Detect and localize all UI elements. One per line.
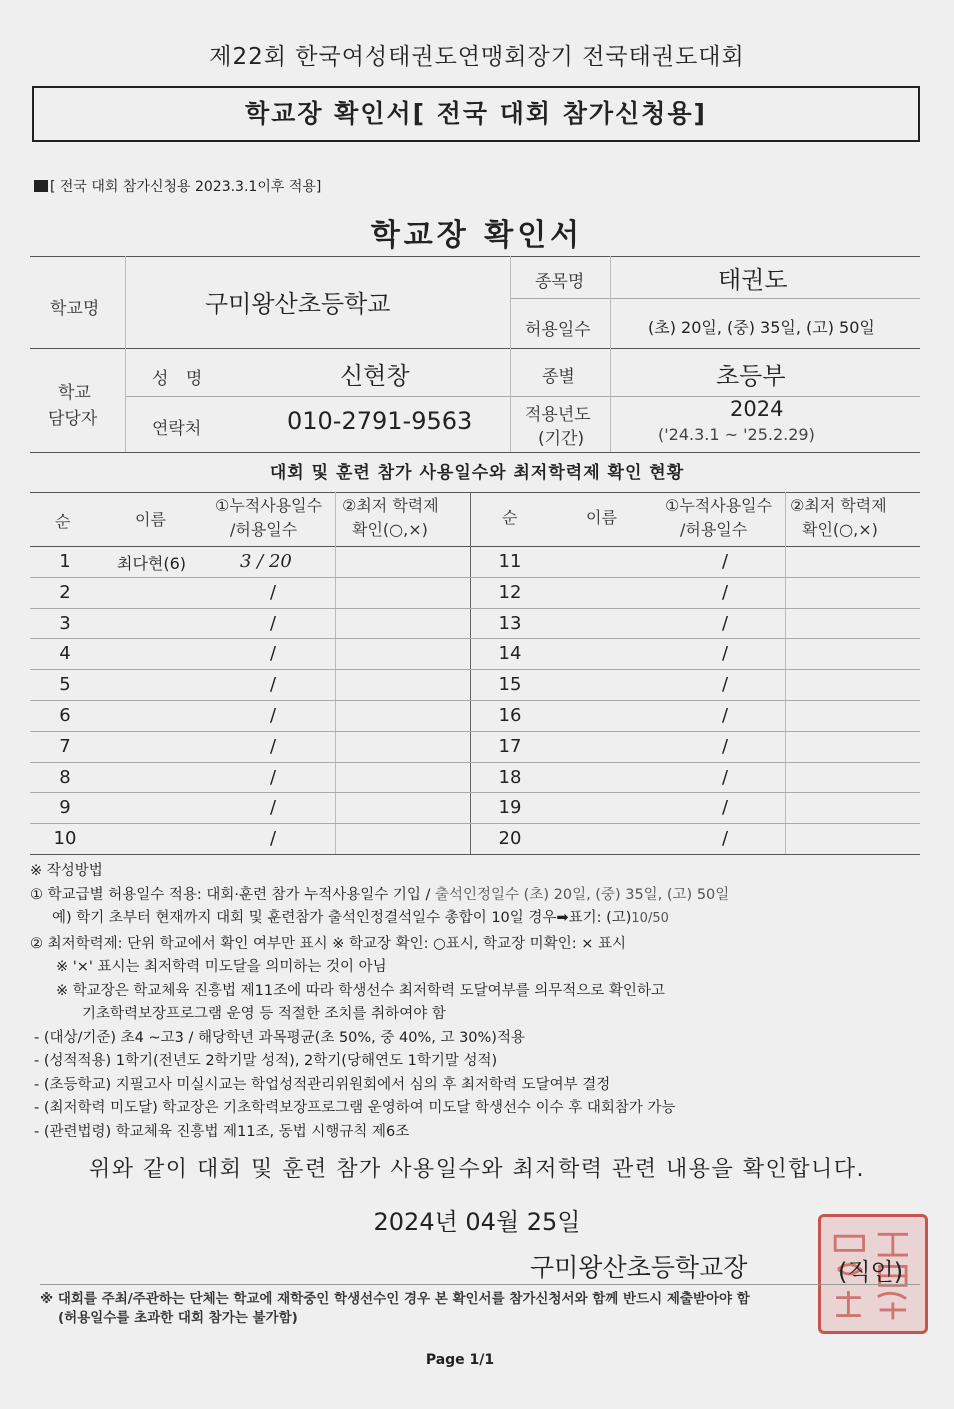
row-divider — [30, 731, 920, 732]
seal-label: (직인) — [838, 1258, 904, 1286]
row-number: 17 — [498, 735, 522, 757]
apply-note-text: [ 전국 대회 참가신청용 2023.3.1이후 적용] — [50, 179, 322, 195]
school-label: 학교명 — [50, 299, 100, 319]
table-section-title: 대회 및 훈련 참가 사용일수와 최저학력제 확인 현황 — [269, 463, 685, 483]
document-box-title: 학교장 확인서[ 전국 대회 참가신청용] — [32, 86, 920, 142]
col-header-days-right: ①누적사용일수 — [665, 496, 773, 515]
divider — [125, 396, 920, 397]
row-number: 4 — [59, 643, 71, 665]
footer-line: ※ 대회를 주최/주관하는 단체는 학교에 재학중인 학생선수인 경우 본 확인서를 참가신청서와 함께 반드시 제출받아야 함 — [40, 1291, 750, 1307]
manager-label-2: 담당자 — [48, 409, 98, 429]
days-used: / — [722, 581, 729, 603]
row-number: 3 — [59, 612, 71, 634]
student-name: 최다현(6) — [117, 554, 187, 573]
note-line: ※ 학교장은 학교체육 진흥법 제11조에 따라 학생선수 최저학력 도달여부를 의무적으로 확인하고 — [56, 982, 665, 999]
days-used: / — [722, 674, 729, 696]
note-text: 출석인정일수 (초) 20일, (중) 35일, (고) 50일 — [435, 886, 730, 903]
school-name: 구미왕산초등학교 — [205, 290, 391, 318]
divider — [30, 348, 920, 349]
divider — [30, 256, 920, 257]
issue-date: 2024년 04월 25일 — [373, 1208, 581, 1236]
divider — [40, 1284, 920, 1285]
col-header-days-sub: /허용일수 — [230, 520, 298, 539]
note-line — [30, 907, 930, 931]
row-number: 7 — [59, 735, 71, 757]
row-divider — [30, 762, 920, 763]
row-divider — [30, 608, 920, 609]
row-number: 8 — [59, 766, 71, 788]
division-value: 초등부 — [716, 362, 786, 390]
days-used: / — [722, 705, 729, 726]
divider — [30, 492, 920, 493]
col-header-days: ①누적사용일수 — [215, 496, 323, 515]
days-used: / — [270, 581, 277, 603]
row-number: 12 — [498, 581, 522, 603]
note-line: - (초등학교) 지필고사 미실시교는 학업성적관리위원회에서 심의 후 최저학력 도달여부 결정 — [34, 1076, 611, 1093]
principal-title: 구미왕산초등학교장 — [530, 1253, 748, 1282]
row-number: 10 — [53, 828, 77, 850]
days-used: / — [270, 797, 277, 819]
allowed-days-value: (초) 20일, (중) 35일, (고) 50일 — [648, 318, 875, 337]
manager-name: 신현창 — [340, 362, 410, 390]
note-line: ※ '×' 표시는 최저학력 미도달을 의미하는 것이 아님 — [56, 959, 387, 975]
divider — [510, 298, 920, 299]
row-number: 16 — [498, 705, 522, 726]
note-text: ① 학교급별 허용일수 적용: 대회·훈련 참가 누적사용일수 기입 / — [30, 886, 436, 903]
days-used: / — [270, 643, 277, 665]
row-number: 1 — [59, 551, 71, 572]
row-number: 20 — [498, 828, 522, 850]
col-header-check-sub-right: 확인(○,×) — [802, 520, 878, 539]
row-number: 18 — [498, 766, 522, 788]
notes-heading: ※ 작성방법 — [30, 863, 103, 879]
row-number: 13 — [498, 612, 522, 634]
division-label: 종별 — [542, 367, 575, 387]
year-value: 2024 — [730, 397, 784, 421]
row-divider — [30, 638, 920, 639]
allowed-days-label: 허용일수 — [525, 320, 591, 340]
manager-label-1: 학교 — [58, 383, 91, 403]
footer-line: (허용일수를 초과한 대회 참가는 불가함) — [58, 1310, 298, 1326]
note-text: 10/50 — [631, 911, 669, 926]
divider — [785, 492, 786, 854]
days-used: / — [270, 612, 277, 634]
days-used: / — [722, 828, 729, 850]
days-used: / — [270, 674, 277, 696]
confirmation-statement: 위와 같이 대회 및 훈련 참가 사용일수와 최저학력 관련 내용을 확인합니다. — [89, 1157, 865, 1182]
col-header-name: 이름 — [135, 510, 166, 529]
divider — [30, 452, 920, 453]
note-line: - (성적적용) 1학기(전년도 2학기말 성적), 2학기(당해연도 1학기말 성적) — [34, 1053, 498, 1069]
col-header-check-right: ②최저 학력제 — [790, 496, 887, 515]
col-header-no: 순 — [55, 512, 71, 531]
col-header-name-right: 이름 — [586, 508, 617, 527]
divider — [30, 546, 920, 547]
document-title: 학교장 확인서 — [370, 218, 584, 253]
days-used: / — [722, 797, 729, 819]
apply-note — [34, 176, 321, 196]
period-label: (기간) — [538, 429, 585, 449]
divider — [610, 256, 611, 452]
note-line: ② 최저학력제: 단위 학교에서 확인 여부만 표시 ※ 학교장 확인: ○표시, 학교장 미확인: × 표시 — [30, 935, 626, 952]
sport-name: 태권도 — [718, 266, 788, 294]
square-bullet-icon — [34, 180, 48, 192]
row-divider — [30, 577, 920, 578]
year-period: ('24.3.1 ~ '25.2.29) — [658, 425, 815, 444]
divider — [30, 854, 920, 855]
row-number: 11 — [498, 551, 522, 572]
days-used: 3 / 20 — [240, 551, 292, 572]
row-number: 15 — [498, 674, 522, 696]
row-divider — [30, 823, 920, 824]
days-used: / — [270, 828, 277, 850]
days-used: / — [722, 735, 729, 757]
row-number: 14 — [498, 643, 522, 665]
footer-note — [40, 1290, 750, 1328]
divider — [125, 256, 126, 452]
days-used: / — [722, 766, 729, 788]
days-used: / — [270, 705, 277, 726]
days-used: / — [722, 612, 729, 634]
row-divider — [30, 700, 920, 701]
row-number: 9 — [59, 797, 71, 819]
row-number: 2 — [59, 581, 71, 603]
row-number: 19 — [498, 797, 522, 819]
divider — [335, 492, 336, 854]
days-used: / — [270, 766, 277, 788]
note-line: - (관련법령) 학교체육 진흥법 제11조, 동법 시행규칙 제6조 — [34, 1123, 410, 1140]
sport-label: 종목명 — [535, 272, 585, 292]
contact-label: 연락처 — [152, 419, 202, 439]
note-line: - (최저학력 미도달) 학교장은 기초학력보장프로그램 운영하여 미도달 학생선수 이수 후 대회참가 가능 — [34, 1100, 676, 1116]
row-divider — [30, 669, 920, 670]
note-line — [30, 884, 930, 908]
year-label: 적용년도 — [525, 405, 591, 425]
col-header-check: ②최저 학력제 — [342, 496, 439, 515]
note-text: 예) 학기 초부터 현재까지 대회 및 훈련참가 출석인정결석일수 총합이 10일 경우➡표기: (고) — [52, 910, 632, 926]
note-line: - (대상/기준) 초4 ~고3 / 해당학년 과목평균(초 50%, 중 40%, 고 30%)적용 — [34, 1029, 525, 1046]
divider — [470, 492, 471, 854]
col-header-check-sub: 확인(○,×) — [352, 520, 428, 539]
days-used: / — [270, 735, 277, 757]
col-header-days-sub-right: /허용일수 — [680, 520, 748, 539]
note-line: 기초학력보장프로그램 운영 등 적절한 조치를 취하여야 함 — [82, 1006, 446, 1022]
name-label: 성 명 — [152, 369, 209, 389]
days-used: / — [722, 551, 729, 572]
row-number: 5 — [59, 674, 71, 696]
page-number: Page 1/1 — [425, 1352, 495, 1368]
col-header-no-right: 순 — [502, 508, 518, 527]
row-number: 6 — [59, 705, 71, 726]
days-used: / — [722, 643, 729, 665]
row-divider — [30, 792, 920, 793]
divider — [510, 256, 511, 452]
writing-instructions — [30, 860, 930, 1144]
contact-number: 010-2791-9563 — [287, 407, 473, 435]
event-title: 제22회 한국여성태권도연맹회장기 전국태권도대회 — [209, 44, 745, 70]
